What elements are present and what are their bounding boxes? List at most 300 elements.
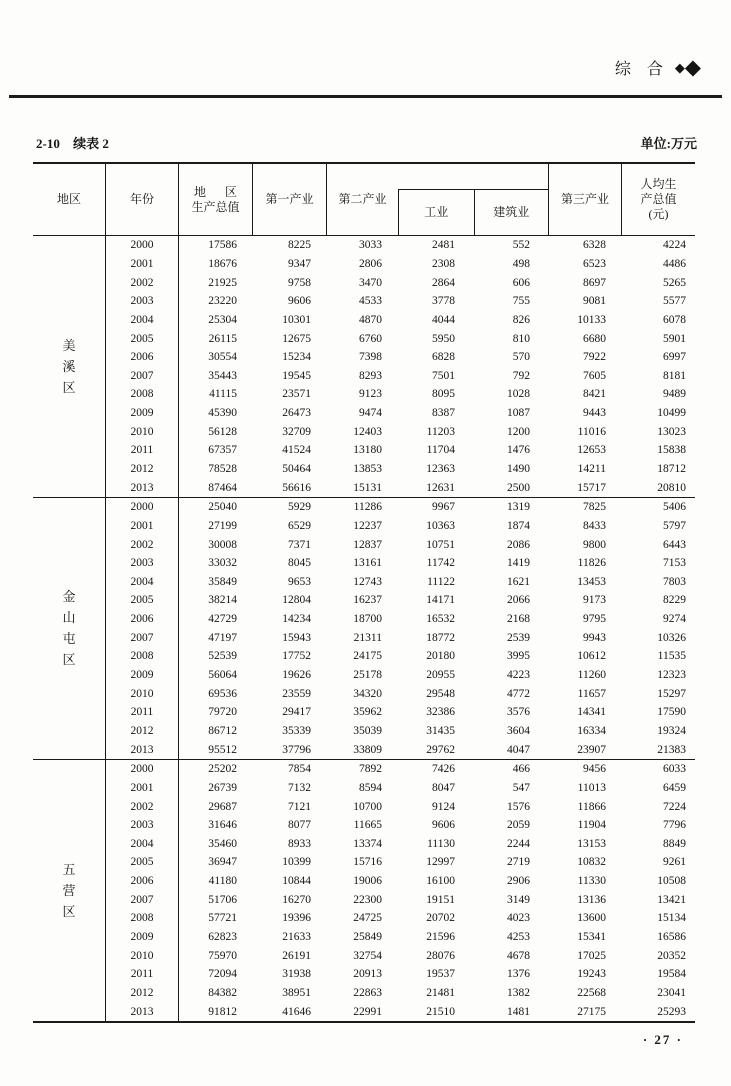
value-cell: 13153	[577, 837, 606, 850]
value-cell: 10844	[282, 875, 311, 888]
value-cell: 50464	[282, 463, 311, 475]
year-cell: 2007	[106, 366, 179, 385]
value-cell: 4047	[507, 743, 530, 756]
value-cell: 9081	[583, 295, 606, 308]
value-cell: 22568	[577, 986, 606, 999]
value-cell: 15134	[657, 912, 686, 925]
value-cell: 25178	[353, 669, 382, 682]
value-cell: 10612	[577, 650, 606, 663]
value-cell: 19537	[426, 968, 455, 981]
value-cell: 1319	[507, 501, 530, 514]
value-cell: 7121	[288, 800, 311, 813]
value-cell: 8433	[583, 519, 606, 532]
value-cell: 56064	[208, 669, 237, 682]
header-industry: 工业	[399, 190, 475, 235]
value-cell: 11742	[426, 557, 455, 570]
value-cell: 8933	[288, 837, 311, 850]
value-cell: 62823	[208, 931, 237, 944]
value-cell: 5797	[663, 519, 686, 532]
value-cell: 9943	[583, 631, 606, 644]
value-cell: 10499	[657, 407, 686, 420]
year-cell: 2009	[106, 666, 179, 685]
region-label-char: 金	[62, 589, 76, 605]
value-cell: 9795	[583, 613, 606, 626]
year-cell: 2002	[106, 535, 179, 554]
value-cell: 13421	[657, 893, 686, 906]
value-cell: 547	[512, 781, 530, 794]
value-cell: 6033	[663, 763, 686, 776]
value-cell: 2244	[507, 837, 530, 850]
value-cell: 23559	[282, 687, 311, 700]
value-cell: 26191	[282, 949, 311, 962]
value-cell: 2086	[507, 538, 530, 551]
section-marks	[675, 57, 701, 78]
value-cell: 29417	[282, 706, 311, 719]
value-cell: 6828	[432, 351, 455, 364]
region-label	[33, 760, 106, 1021]
year-cell: 2010	[106, 684, 179, 703]
value-cell: 2481	[432, 239, 455, 252]
region-group	[33, 498, 695, 760]
header-primary-industry: 第一产业	[253, 164, 327, 235]
value-cell: 4224	[663, 239, 686, 252]
value-cell: 11330	[577, 875, 606, 888]
value-cell: 9261	[663, 856, 686, 869]
value-cell: 11866	[577, 800, 606, 813]
year-cell: 2007	[106, 890, 179, 909]
value-cell: 8594	[359, 781, 382, 794]
value-cell: 19151	[426, 893, 455, 906]
value-cell: 11657	[577, 687, 606, 700]
value-cell: 2500	[507, 481, 530, 494]
value-cell: 8095	[432, 388, 455, 401]
value-cell: 2168	[507, 613, 530, 626]
value-cell: 29687	[208, 800, 237, 813]
value-cell: 17590	[657, 706, 686, 719]
value-cell: 1419	[507, 557, 530, 570]
year-cell: 2001	[106, 517, 179, 536]
value-cell: 3995	[507, 650, 530, 663]
value-cell: 22863	[353, 986, 382, 999]
value-cell: 19243	[577, 968, 606, 981]
value-cell: 7796	[663, 819, 686, 832]
value-cell: 9758	[288, 276, 311, 289]
value-cell: 9606	[432, 819, 455, 832]
region-label-char: 五	[62, 861, 76, 877]
value-cell: 606	[512, 276, 530, 289]
value-cell: 38951	[282, 986, 311, 999]
value-cell: 14171	[426, 594, 455, 607]
value-cell: 9474	[359, 407, 382, 420]
value-cell: 8293	[359, 369, 382, 382]
region-label	[33, 236, 106, 497]
year-cell: 2000	[106, 760, 179, 779]
year-cell: 2013	[106, 478, 179, 497]
value-cell: 10326	[657, 631, 686, 644]
region-label-char: 区	[62, 903, 76, 919]
value-cell: 8047	[432, 781, 455, 794]
value-cell: 25040	[208, 501, 237, 514]
value-cell: 10508	[657, 875, 686, 888]
year-cell: 2001	[106, 255, 179, 274]
region-label-char: 山	[62, 610, 76, 626]
value-cell: 12675	[282, 332, 311, 345]
value-cell: 1028	[507, 388, 530, 401]
value-cell: 25849	[353, 931, 382, 944]
value-cell: 2906	[507, 875, 530, 888]
value-cell: 4678	[507, 949, 530, 962]
header-gdp	[179, 164, 253, 235]
value-cell: 5406	[663, 501, 686, 514]
value-cell: 78528	[208, 463, 237, 475]
value-cell: 37796	[282, 743, 311, 756]
value-cell: 5950	[432, 332, 455, 345]
unit-label: 单位:万元	[640, 136, 697, 151]
value-cell: 12653	[577, 444, 606, 457]
value-cell: 13853	[353, 463, 382, 475]
value-cell: 8697	[583, 276, 606, 289]
value-cell: 20913	[353, 968, 382, 981]
value-cell: 28076	[426, 949, 455, 962]
value-cell: 45390	[208, 407, 237, 420]
year-cell: 2012	[106, 984, 179, 1003]
year-cell: 2002	[106, 273, 179, 292]
value-cell: 30554	[208, 351, 237, 364]
value-cell: 466	[512, 763, 530, 776]
year-cell: 2005	[106, 853, 179, 872]
value-cell: 25293	[657, 1005, 686, 1018]
value-cell: 12403	[353, 425, 382, 438]
header-year: 年份	[106, 164, 179, 235]
value-cell: 26115	[208, 332, 237, 345]
value-cell: 72094	[208, 968, 237, 981]
value-cell: 9456	[583, 763, 606, 776]
value-cell: 35460	[208, 837, 237, 850]
value-cell: 4253	[507, 931, 530, 944]
header-region: 地区	[33, 164, 106, 235]
value-cell: 9123	[359, 388, 382, 401]
value-cell: 498	[512, 257, 530, 270]
value-cell: 7922	[583, 351, 606, 364]
value-cell: 10399	[282, 856, 311, 869]
value-cell: 10700	[353, 800, 382, 813]
value-cell: 2864	[432, 276, 455, 289]
value-cell: 4044	[432, 313, 455, 326]
value-cell: 41180	[208, 875, 237, 888]
value-cell: 7501	[432, 369, 455, 382]
value-cell: 56128	[208, 425, 237, 438]
value-cell: 21311	[353, 631, 382, 644]
value-cell: 16100	[426, 875, 455, 888]
value-cell: 52539	[208, 650, 237, 663]
value-cell: 25304	[208, 313, 237, 326]
value-cell: 42729	[208, 613, 237, 626]
table-header-row	[33, 164, 695, 236]
value-cell: 4486	[663, 257, 686, 270]
region-group	[33, 760, 695, 1021]
value-cell: 7892	[359, 763, 382, 776]
year-cell: 2005	[106, 329, 179, 348]
value-cell: 9606	[288, 295, 311, 308]
table-body	[33, 236, 695, 1021]
value-cell: 3604	[507, 724, 530, 737]
value-cell: 30008	[208, 538, 237, 551]
year-cell: 2010	[106, 422, 179, 441]
value-cell: 11535	[657, 650, 686, 663]
region-label	[33, 498, 106, 759]
value-cell: 26473	[282, 407, 311, 420]
value-cell: 13161	[353, 557, 382, 570]
region-label-char: 区	[62, 379, 76, 395]
value-cell: 2806	[359, 257, 382, 270]
value-cell: 56616	[282, 481, 311, 494]
value-cell: 9653	[288, 575, 311, 588]
value-cell: 15943	[282, 631, 311, 644]
value-cell: 79720	[208, 706, 237, 719]
value-cell: 23907	[577, 743, 606, 756]
value-cell: 13600	[577, 912, 606, 925]
value-cell: 570	[512, 351, 530, 364]
value-cell: 7153	[663, 557, 686, 570]
value-cell: 6680	[583, 332, 606, 345]
value-cell: 5929	[288, 501, 311, 514]
value-cell: 17586	[208, 239, 237, 252]
year-cell: 2006	[106, 872, 179, 891]
region-label-char: 屯	[62, 631, 76, 647]
value-cell: 20810	[657, 481, 686, 494]
value-cell: 23041	[657, 986, 686, 999]
value-cell: 14234	[282, 613, 311, 626]
value-cell: 10301	[282, 313, 311, 326]
value-cell: 3470	[359, 276, 382, 289]
value-cell: 38214	[208, 594, 237, 607]
value-cell: 20352	[657, 949, 686, 962]
header-tertiary-industry: 第三产业	[549, 164, 622, 235]
value-cell: 5901	[663, 332, 686, 345]
year-cell: 2012	[106, 460, 179, 479]
value-cell: 8225	[288, 239, 311, 252]
header-gdp-line2: 生产总值	[191, 199, 240, 214]
value-cell: 3033	[359, 239, 382, 252]
caption-text: 续表 2	[73, 136, 109, 151]
value-cell: 31938	[282, 968, 311, 981]
value-cell: 11203	[426, 425, 455, 438]
year-cell: 2009	[106, 404, 179, 423]
value-cell: 6443	[663, 538, 686, 551]
value-cell: 1476	[507, 444, 530, 457]
value-cell: 23220	[208, 295, 237, 308]
value-cell: 13374	[353, 837, 382, 850]
value-cell: 17752	[282, 650, 311, 663]
value-cell: 10133	[577, 313, 606, 326]
year-cell: 2011	[106, 965, 179, 984]
value-cell: 552	[512, 239, 530, 252]
value-cell: 6760	[359, 332, 382, 345]
value-cell: 41115	[209, 388, 237, 401]
year-cell: 2005	[106, 591, 179, 610]
year-cell: 2009	[106, 928, 179, 947]
value-cell: 32754	[353, 949, 382, 962]
value-cell: 9173	[583, 594, 606, 607]
value-cell: 15297	[657, 687, 686, 700]
value-cell: 16237	[353, 594, 382, 607]
header-per-capita-line3: (元)	[648, 207, 669, 221]
year-cell: 2003	[106, 554, 179, 573]
value-cell: 32709	[282, 425, 311, 438]
value-cell: 16532	[426, 613, 455, 626]
value-cell: 8421	[583, 388, 606, 401]
value-cell: 20702	[426, 912, 455, 925]
value-cell: 9967	[432, 501, 455, 514]
value-cell: 19584	[657, 968, 686, 981]
value-cell: 6997	[663, 351, 686, 364]
secondary-subheaders	[398, 189, 548, 235]
value-cell: 1087	[507, 407, 530, 420]
value-cell: 21925	[208, 276, 237, 289]
region-label-char: 溪	[62, 358, 76, 374]
value-cell: 24725	[353, 912, 382, 925]
value-cell: 6328	[583, 239, 606, 252]
value-cell: 31646	[208, 819, 237, 832]
year-cell: 2000	[106, 498, 179, 517]
value-cell: 21633	[282, 931, 311, 944]
value-cell: 15341	[577, 931, 606, 944]
value-cell: 8387	[432, 407, 455, 420]
table-caption	[36, 133, 119, 152]
value-cell: 21481	[426, 986, 455, 999]
value-cell: 4023	[507, 912, 530, 925]
value-cell: 3778	[432, 295, 455, 308]
value-cell: 7398	[359, 351, 382, 364]
value-cell: 15716	[353, 856, 382, 869]
year-cell: 2008	[106, 647, 179, 666]
value-cell: 20180	[426, 650, 455, 663]
value-cell: 2066	[507, 594, 530, 607]
value-cell: 7854	[288, 763, 311, 776]
value-cell: 5577	[663, 295, 686, 308]
value-cell: 35849	[208, 575, 237, 588]
value-cell: 8045	[288, 557, 311, 570]
statistics-table	[33, 162, 695, 1023]
value-cell: 47197	[208, 631, 237, 644]
value-cell: 11826	[577, 557, 606, 570]
value-cell: 29548	[426, 687, 455, 700]
value-cell: 7825	[583, 501, 606, 514]
value-cell: 24175	[353, 650, 382, 663]
header-per-capita-line2: 产总值	[640, 192, 677, 206]
value-cell: 11704	[426, 444, 455, 457]
value-cell: 14341	[577, 706, 606, 719]
value-cell: 2539	[507, 631, 530, 644]
value-cell: 19396	[282, 912, 311, 925]
region-label-char: 区	[62, 652, 76, 668]
year-cell: 2013	[106, 1002, 179, 1021]
value-cell: 18676	[208, 257, 237, 270]
value-cell: 12237	[353, 519, 382, 532]
value-cell: 4870	[359, 313, 382, 326]
value-cell: 11260	[577, 669, 606, 682]
value-cell: 10832	[577, 856, 606, 869]
value-cell: 3576	[507, 706, 530, 719]
year-cell: 2002	[106, 797, 179, 816]
value-cell: 17025	[577, 949, 606, 962]
value-cell: 9443	[583, 407, 606, 420]
value-cell: 15838	[657, 444, 686, 457]
value-cell: 13023	[657, 425, 686, 438]
value-cell: 12363	[426, 463, 455, 475]
value-cell: 86712	[208, 724, 237, 737]
year-cell: 2006	[106, 610, 179, 629]
value-cell: 27199	[208, 519, 237, 532]
value-cell: 11130	[427, 837, 455, 850]
header-rule	[9, 95, 722, 98]
value-cell: 21510	[426, 1005, 455, 1018]
value-cell: 29762	[426, 743, 455, 756]
value-cell: 1481	[507, 1005, 530, 1018]
value-cell: 35039	[353, 724, 382, 737]
year-cell: 2011	[106, 703, 179, 722]
value-cell: 1576	[507, 800, 530, 813]
value-cell: 35339	[282, 724, 311, 737]
value-cell: 41646	[282, 1005, 311, 1018]
value-cell: 6078	[663, 313, 686, 326]
value-cell: 7371	[288, 538, 311, 551]
value-cell: 91812	[208, 1005, 237, 1018]
value-cell: 755	[512, 295, 530, 308]
value-cell: 16270	[282, 893, 311, 906]
value-cell: 41524	[282, 444, 311, 457]
region-group	[33, 236, 695, 498]
value-cell: 13136	[577, 893, 606, 906]
value-cell: 95512	[208, 743, 237, 756]
value-cell: 25202	[208, 763, 237, 776]
value-cell: 9347	[288, 257, 311, 270]
value-cell: 7224	[663, 800, 686, 813]
value-cell: 12743	[353, 575, 382, 588]
value-cell: 6523	[583, 257, 606, 270]
value-cell: 19006	[353, 875, 382, 888]
value-cell: 35962	[353, 706, 382, 719]
value-cell: 6529	[288, 519, 311, 532]
year-cell: 2008	[106, 385, 179, 404]
value-cell: 1382	[507, 986, 530, 999]
value-cell: 7426	[432, 763, 455, 776]
value-cell: 36947	[208, 856, 237, 869]
value-cell: 23571	[282, 388, 311, 401]
value-cell: 51706	[208, 893, 237, 906]
value-cell: 9489	[663, 388, 686, 401]
value-cell: 11904	[577, 819, 606, 832]
table-number: 2-10	[36, 136, 60, 151]
value-cell: 12837	[353, 538, 382, 551]
value-cell: 12323	[657, 669, 686, 682]
value-cell: 69536	[208, 687, 237, 700]
value-cell: 1490	[507, 463, 530, 475]
section-header	[615, 56, 701, 79]
value-cell: 7803	[663, 575, 686, 588]
diamond-icon: ◆	[684, 55, 701, 79]
year-cell: 2004	[106, 573, 179, 592]
value-cell: 3149	[507, 893, 530, 906]
value-cell: 5265	[663, 276, 686, 289]
value-cell: 13453	[577, 575, 606, 588]
section-title: 综 合	[614, 61, 669, 78]
value-cell: 8849	[663, 837, 686, 850]
value-cell: 21596	[426, 931, 455, 944]
value-cell: 7132	[288, 781, 311, 794]
value-cell: 12631	[426, 481, 455, 494]
value-cell: 18772	[426, 631, 455, 644]
